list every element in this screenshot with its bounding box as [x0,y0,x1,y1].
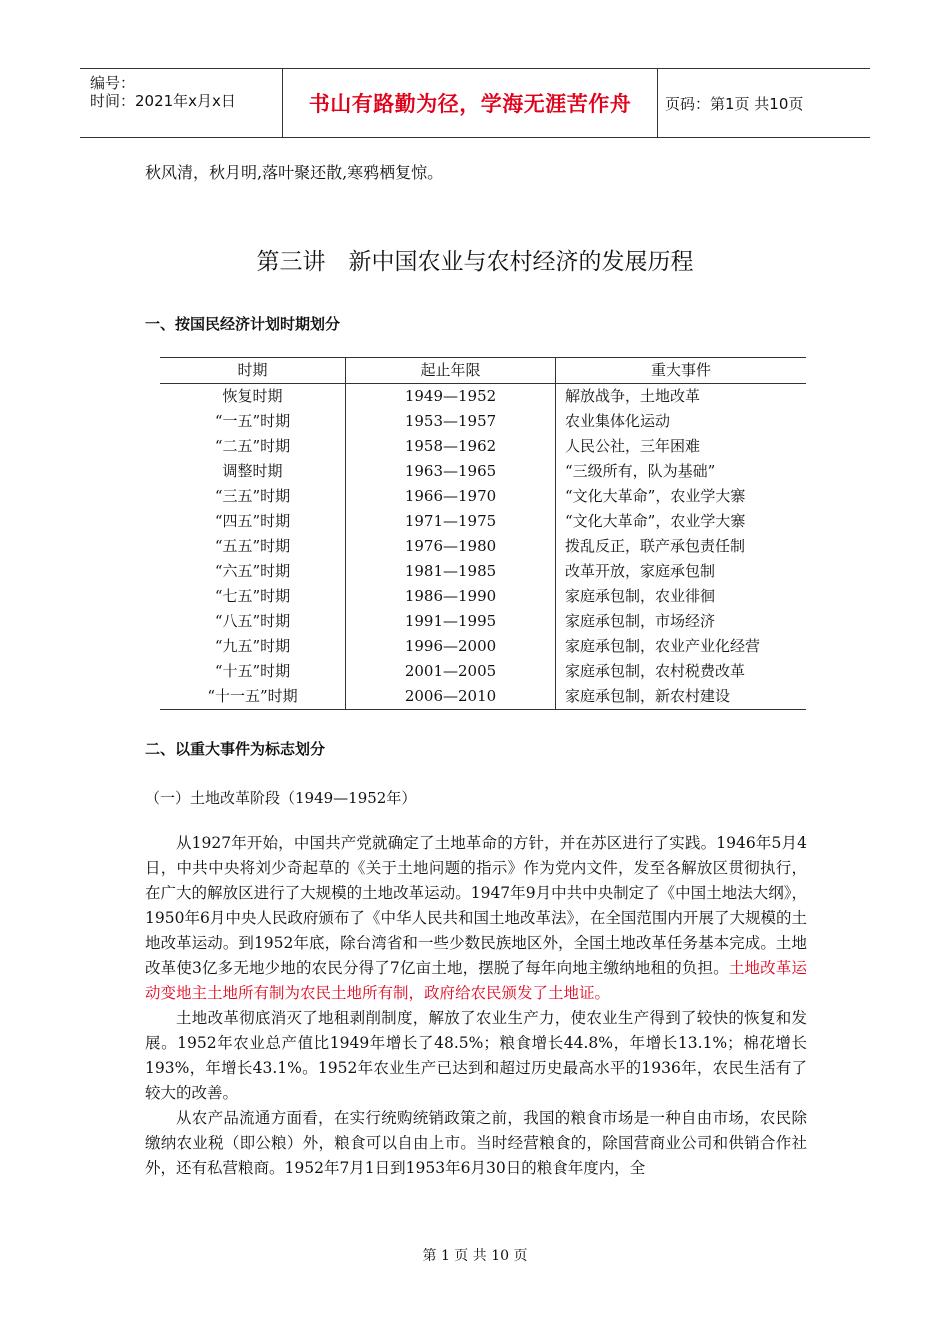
cell-years: 1981—1985 [346,559,556,584]
cell-event: 解放战争，土地改革 [565,387,701,405]
highlighted-text: 土地改革运动变地主土地所有制为农民土地所有制，政府给农民颁发了土地证。 [145,959,807,1002]
table-row [160,459,806,484]
table-row [160,509,806,534]
cell-event: 家庭承包制，市场经济 [565,612,716,630]
lecture-title: 第三讲 新中国农业与农村经济的发展历程 [256,249,694,275]
cell-years: 1953—1957 [346,409,556,434]
table-row [160,609,806,634]
cell-years: 1971—1975 [346,509,556,534]
cell-period: “三五”时期 [160,484,346,509]
header-page-info: 页码：第1页 共10页 [665,94,804,113]
cell-period: “八五”时期 [160,609,346,634]
code-label: 编号： [90,74,136,92]
table-row [160,484,806,509]
cell-years: 1966—1970 [346,484,556,509]
header-meta [90,69,280,137]
document-header [80,68,870,138]
cell-period: “四五”时期 [160,509,346,534]
cell-period: “十五”时期 [160,659,346,684]
cell-event: 拨乱反正，联产承包责任制 [565,537,746,555]
section-heading-1: 一、按国民经济计划时期划分 [145,315,341,333]
table-row [160,534,806,559]
cell-period: “六五”时期 [160,559,346,584]
subsection-heading: （一）土地改革阶段（1949—1952年） [145,789,417,807]
section-heading-2: 二、以重大事件为标志划分 [145,740,326,758]
cell-period: 恢复时期 [160,384,346,410]
cell-event: 家庭承包制，农业产业化经营 [565,637,761,655]
table-row [160,434,806,459]
cell-event: “三级所有，队为基础” [565,462,716,480]
cell-years: 2006—2010 [346,684,556,710]
cell-event: 人民公社，三年困难 [565,437,701,455]
cell-years: 1949—1952 [346,384,556,410]
cell-event: 家庭承包制，农村税费改革 [565,662,746,680]
column-header: 起止年限 [346,358,556,384]
cell-period: “十一五”时期 [160,684,346,710]
cell-event: 家庭承包制，新农村建设 [556,684,807,710]
table-row [160,584,806,609]
table-row [160,684,806,710]
cell-years: 1991—1995 [346,609,556,634]
cell-years: 2001—2005 [346,659,556,684]
body-text [145,831,807,1181]
table-row [160,559,806,584]
paragraph-1-text: 从1927年开始，中国共产党就确定了土地革命的方针，并在苏区进行了实践。1946年5月4日，中共中央将刘少奇起草的《关于土地问题的指示》作为党内文件，发至各解放区贯彻执行，在广大的解放区进行了大规模的土地改革运动。1947年9月中共中央制定了《中国土地法大纲》，1950年6月中央人民政府颁布了《中华人民共和国土地改革法》，在全国范围内开展了大规模的土地改革运动。到1952年底，除台湾省和一些少数民族地区外，全国土地改革任务基本完成。土地改革使3亿多无地少地的农民分得了7亿亩土地，摆脱了每年向地主缴纳地租的负担。 [145,834,807,977]
cell-years: 1958—1962 [346,434,556,459]
cell-period: “五五”时期 [160,534,346,559]
cell-period: “一五”时期 [160,409,346,434]
cell-period: “七五”时期 [160,584,346,609]
paragraph-2: 土地改革彻底消灭了地租剥削制度，解放了农业生产力，使农业生产得到了较快的恢复和发展。1952年农业总产值比1949年增长了48.5%；粮食增长44.8%，年增长13.1%；棉花增长193%，年增长43.1%。1952年农业生产已达到和超过历史最高水平的1936年，农民生活有了较大的改善。 [145,1009,807,1102]
page-footer: 第 1 页 共 10 页 [422,1248,528,1264]
cell-event: 家庭承包制，农业徘徊 [565,587,716,605]
cell-event: “文化大革命”，农业学大寨 [565,512,746,530]
cell-years: 1963—1965 [346,459,556,484]
cell-event: “文化大革命”，农业学大寨 [565,487,746,505]
cell-years: 1986—1990 [346,584,556,609]
table-row [160,384,806,410]
column-header: 时期 [160,358,346,384]
paragraph-1 [145,831,807,1006]
table-row [160,659,806,684]
cell-period: 调整时期 [160,459,346,484]
cell-event: 改革开放，家庭承包制 [565,562,716,580]
period-table [160,357,806,710]
table-row [160,634,806,659]
poem-line: 秋风清，秋月明,落叶聚还散,寒鸦栖复惊。 [145,163,444,182]
cell-period: “二五”时期 [160,434,346,459]
table-header-row [160,358,806,384]
header-motto: 书山有路勤为径，学海无涯苦作舟 [308,92,632,116]
date-line: 时间：2021年x月x日 [90,92,236,110]
header-divider [657,69,658,137]
paragraph-3: 从农产品流通方面看，在实行统购统销政策之前，我国的粮食市场是一种自由市场，农民除缴纳农业税（即公粮）外，粮食可以自由上市。当时经营粮食的，除国营商业公司和供销合作社外，还有私营粮商。1952年7月1日到1953年6月30日的粮食年度内，全 [145,1109,807,1177]
cell-years: 1976—1980 [346,534,556,559]
column-header: 重大事件 [556,358,807,384]
cell-event: 农业集体化运动 [565,412,671,430]
cell-years: 1996—2000 [346,634,556,659]
cell-period: “九五”时期 [160,634,346,659]
table-row [160,409,806,434]
